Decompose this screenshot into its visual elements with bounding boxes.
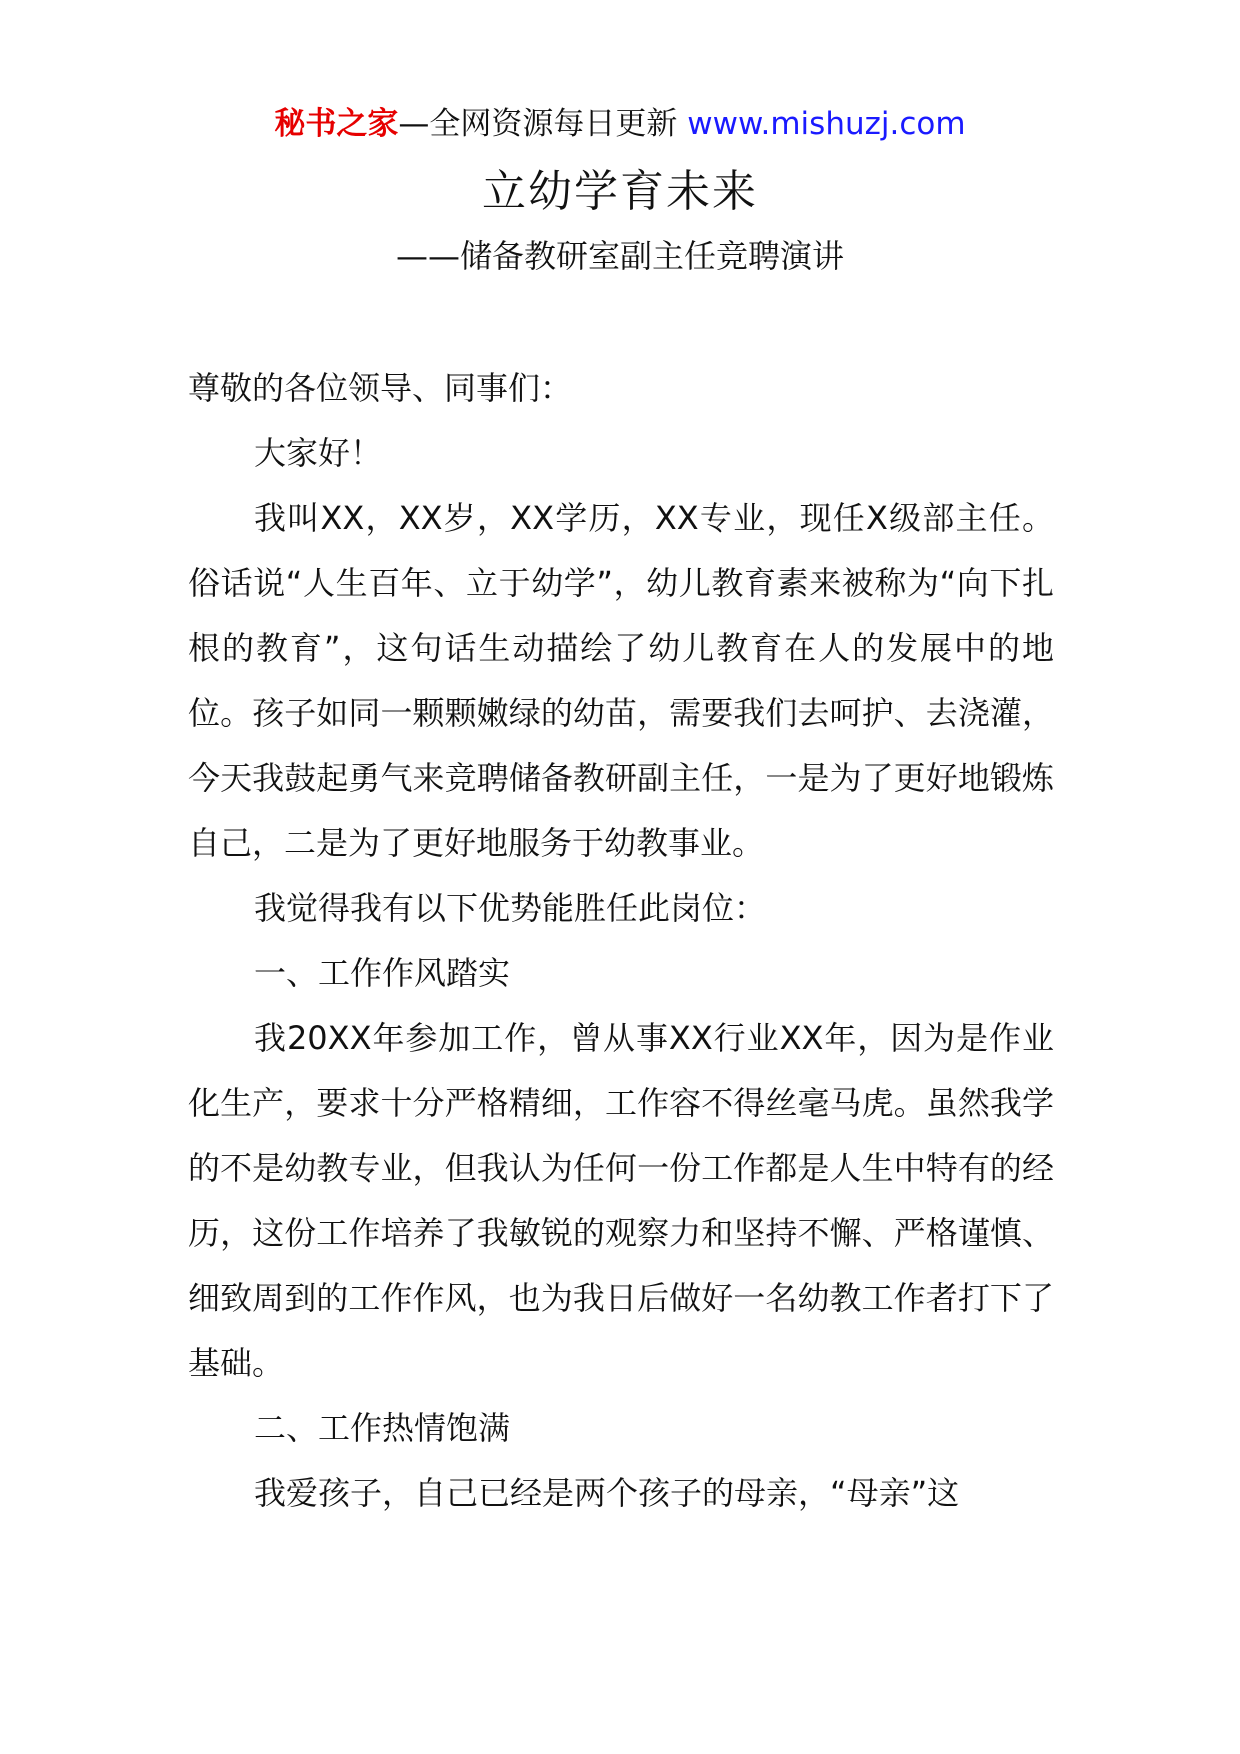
site-header [0,100,1240,148]
section-heading-1: 一、工作作风踏实 [254,954,511,992]
document-body [188,356,1054,1526]
paragraph-introduction: 我叫XX，XX岁，XX学历，XX专业，现任X级部主任。俗话说“人生百年、立于幼学”，幼儿教育素来被称为“向下扎根的教育”，这句话生动描绘了幼儿教育在人的发展中的地位。孩子如同一颗颗嫩绿的幼苗，需要我们去呵护、去浇灌，今天我鼓起勇气来竞聘储备教研副主任，一是为了更好地锻炼自己，二是为了更好地服务于幼教事业。 [188,499,1054,862]
salutation: 尊敬的各位领导、同事们： [188,369,573,407]
brand-name: 秘书之家 [274,106,399,142]
site-url-link[interactable]: www.mishuzj.com [687,106,966,142]
paragraph-work-passion: 我爱孩子，自己已经是两个孩子的母亲，“母亲”这 [254,1474,960,1512]
section-heading-2: 二、工作热情饱满 [254,1409,511,1447]
document-title: 立幼学育未来 [482,166,758,217]
header-tagline: —全网资源每日更新 [398,106,688,142]
greeting: 大家好！ [254,434,383,472]
document-subtitle: ——储备教研室副主任竞聘演讲 [395,237,844,275]
paragraph-work-style: 我20XX年参加工作，曾从事XX行业XX年，因为是作业化生产，要求十分严格精细，工作容不得丝毫马虎。虽然我学的不是幼教专业，但我认为任何一份工作都是人生中特有的经历，这份工作培养了我敏锐的观察力和坚持不懈、严格谨慎、细致周到的工作作风，也为我日后做好一名幼教工作者打下了基础。 [188,1019,1054,1382]
paragraph-advantages-lead: 我觉得我有以下优势能胜任此岗位： [254,889,767,927]
